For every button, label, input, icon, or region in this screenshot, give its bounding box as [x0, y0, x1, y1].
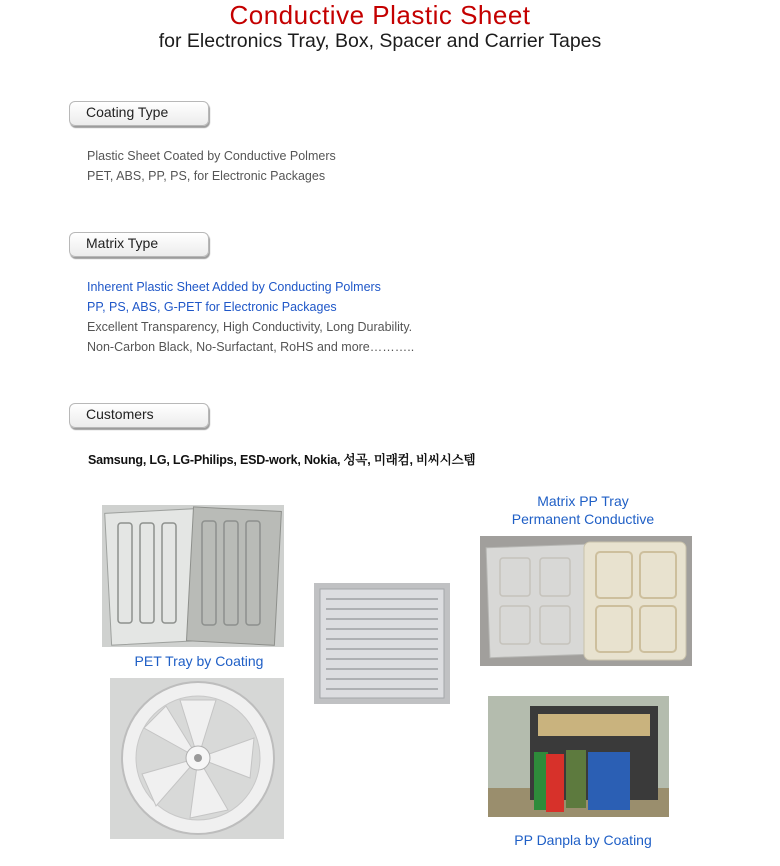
page-title: Conductive Plastic Sheet	[229, 0, 531, 30]
matrix-line: Inherent Plastic Sheet Added by Conducting Polmers	[87, 280, 381, 294]
coating-line: PET, ABS, PP, PS, for Electronic Packages	[87, 169, 326, 183]
matrix-tray-caption-line-1: Matrix PP Tray	[537, 493, 629, 509]
customers-tab	[69, 403, 209, 428]
coating-line: Plastic Sheet Coated by Conductive Polmers	[87, 149, 336, 163]
matrix-line: Non-Carbon Black, No-Surfactant, RoHS and more………..	[87, 340, 415, 354]
pp-danpla-caption: PP Danpla by Coating	[514, 832, 652, 848]
matrix-line: PP, PS, ABS, G-PET for Electronic Packages	[87, 300, 337, 314]
customers-list: Samsung, LG, LG-Philips, ESD-work, Nokia, 성곡, 미래컴, 비씨시스템	[88, 453, 476, 467]
coating-type-tab	[69, 101, 209, 126]
matrix-type-tab	[69, 232, 209, 257]
middle-tray-photo	[314, 583, 450, 704]
pp-danpla-photo	[488, 696, 669, 817]
customers-label: Customers	[86, 406, 154, 422]
matrix-tray-caption-line-2: Permanent Conductive	[511, 511, 655, 527]
coating-type-label: Coating Type	[86, 104, 169, 120]
pet-tray-caption: PET Tray by Coating	[134, 653, 264, 669]
matrix-line: Excellent Transparency, High Conductivity, Long Durability.	[87, 320, 413, 334]
reel-photo	[110, 678, 284, 839]
matrix-type-description	[87, 277, 414, 357]
matrix-tray-caption	[480, 492, 686, 528]
matrix-type-label: Matrix Type	[86, 235, 159, 251]
page-subtitle: for Electronics Tray, Box, Spacer and Carrier Tapes	[158, 30, 602, 52]
coating-type-description	[87, 146, 336, 186]
matrix-tray-photo	[480, 536, 692, 666]
pet-tray-photo	[102, 505, 284, 647]
